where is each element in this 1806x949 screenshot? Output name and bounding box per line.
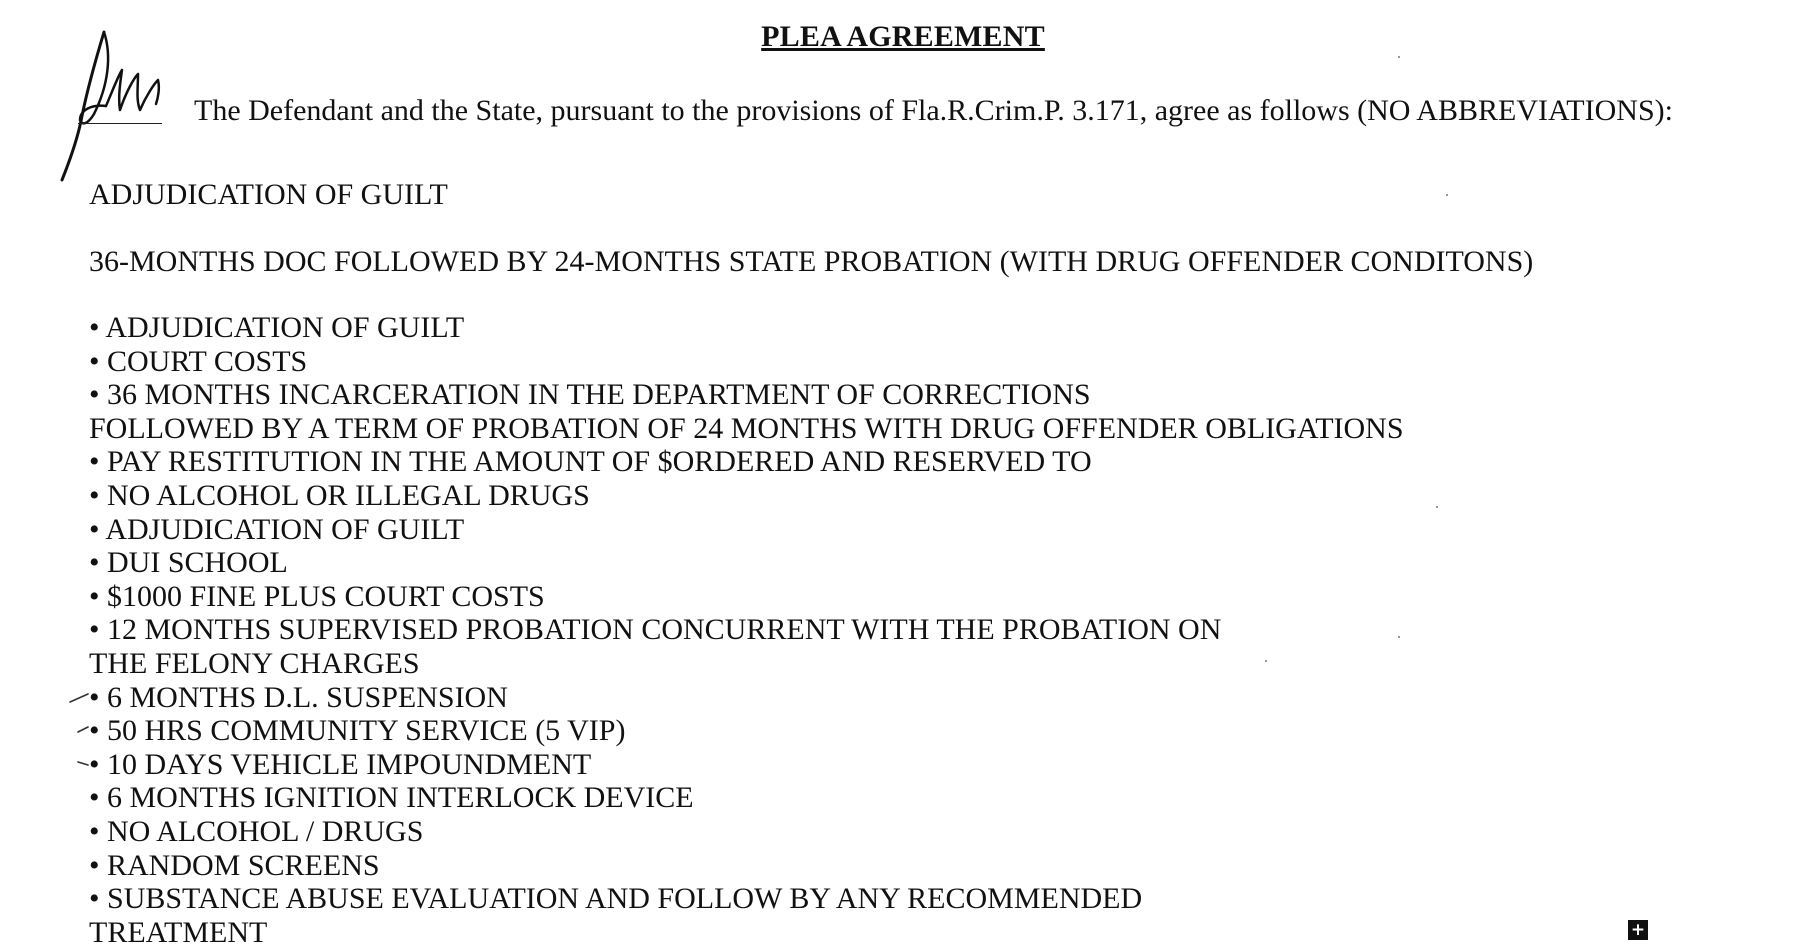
list-item: TREATMENT	[89, 915, 268, 949]
list-item: • COURT COSTS	[89, 344, 308, 378]
list-item: • 36 MONTHS INCARCERATION IN THE DEPARTMENT OF CORRECTIONS	[89, 378, 1091, 412]
pen-tick-icon	[76, 756, 92, 770]
list-item: THE FELONY CHARGES	[89, 646, 420, 680]
scan-speck	[1398, 56, 1400, 58]
list-item: • NO ALCOHOL / DRUGS	[89, 814, 424, 848]
list-item: • DUI SCHOOL	[89, 546, 288, 580]
list-item: • SUBSTANCE ABUSE EVALUATION AND FOLLOW BY ANY RECOMMENDED	[89, 882, 1143, 916]
conditions-list	[89, 311, 1404, 949]
scan-speck	[1436, 506, 1438, 508]
list-item: • ADJUDICATION OF GUILT	[89, 512, 465, 546]
list-item: • 6 MONTHS IGNITION INTERLOCK DEVICE	[89, 781, 694, 815]
list-item: • 50 HRS COMMUNITY SERVICE (5 VIP)	[89, 714, 626, 748]
adjudication-heading: ADJUDICATION OF GUILT	[89, 178, 448, 211]
list-item: • RANDOM SCREENS	[89, 848, 380, 882]
document-title: PLEA AGREEMENT	[761, 20, 1045, 53]
list-item: • $1000 FINE PLUS COURT COSTS	[89, 579, 545, 613]
scan-speck	[1446, 194, 1448, 196]
list-item: • NO ALCOHOL OR ILLEGAL DRUGS	[89, 478, 590, 512]
plus-box-icon[interactable]: +	[1628, 920, 1648, 940]
sentence-summary: 36-MONTHS DOC FOLLOWED BY 24-MONTHS STATE PROBATION (WITH DRUG OFFENDER CONDITONS)	[89, 245, 1534, 278]
scan-speck	[1398, 636, 1400, 638]
pen-tick-icon	[68, 688, 92, 708]
intro-paragraph: The Defendant and the State, pursuant to the provisions of Fla.R.Crim.P. 3.171, agree as follows (NO ABBREVIATIONS):	[194, 94, 1673, 127]
list-item: • 6 MONTHS D.L. SUSPENSION	[89, 680, 508, 714]
list-item: • 12 MONTHS SUPERVISED PROBATION CONCURRENT WITH THE PROBATION ON	[89, 613, 1222, 647]
handwritten-initials-signature	[58, 26, 168, 186]
list-item: • PAY RESTITUTION IN THE AMOUNT OF $ORDERED AND RESERVED TO	[89, 445, 1092, 479]
list-item: • 10 DAYS VEHICLE IMPOUNDMENT	[89, 747, 592, 781]
scan-speck	[1265, 660, 1267, 662]
list-item: FOLLOWED BY A TERM OF PROBATION OF 24 MONTHS WITH DRUG OFFENDER OBLIGATIONS	[89, 411, 1404, 445]
initials-line	[78, 123, 162, 124]
list-item: • ADJUDICATION OF GUILT	[89, 311, 465, 344]
pen-tick-icon	[76, 722, 92, 736]
